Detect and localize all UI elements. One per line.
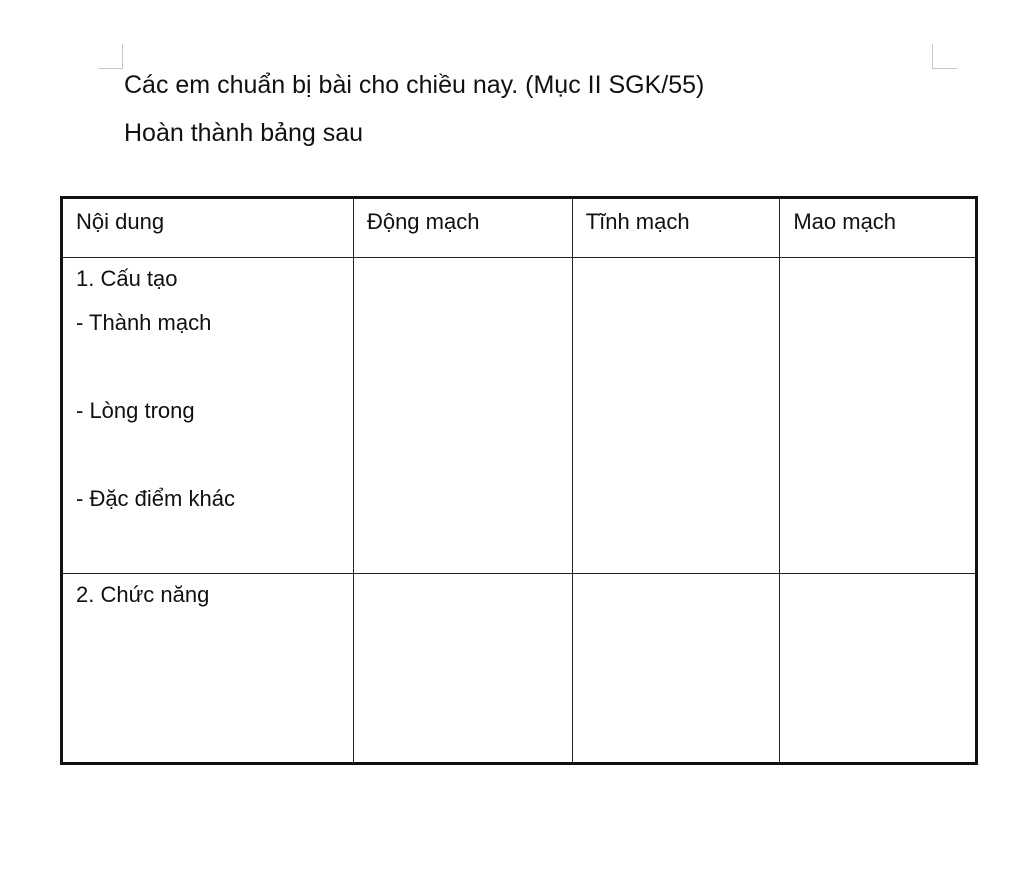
row-title: 1. Cấu tạo (76, 266, 178, 291)
task-text: Hoàn thành bảng sau (124, 119, 364, 147)
header-label: Mao mạch (793, 209, 897, 234)
instruction-text: Các em chuẩn bị bài cho chiều nay. (Mục II SGK/55) (124, 71, 705, 99)
row-label-cell (62, 258, 354, 574)
page-corner-mark-right (932, 44, 957, 69)
header-label: Động mạch (366, 209, 480, 234)
row-label-cell (62, 574, 354, 764)
empty-answer-cell (353, 258, 572, 574)
empty-answer-cell (780, 258, 977, 574)
page-corner-mark-left (98, 44, 123, 69)
header-cell-capillary (780, 198, 977, 258)
table-row-function (62, 574, 977, 764)
header-label: Nội dung (76, 209, 165, 234)
row-title: 2. Chức năng (76, 582, 210, 607)
empty-answer-cell (572, 574, 780, 764)
table-header-row (62, 198, 977, 258)
empty-answer-cell (353, 574, 572, 764)
row-subitem: - Lòng trong (76, 398, 195, 423)
empty-answer-cell (780, 574, 977, 764)
empty-answer-cell (572, 258, 780, 574)
table-row-structure (62, 258, 977, 574)
comparison-table (60, 196, 978, 765)
header-cell-content (62, 198, 354, 258)
row-subitem: - Thành mạch (76, 310, 212, 335)
row-subitem: - Đặc điểm khác (76, 486, 235, 511)
header-cell-vein (572, 198, 780, 258)
header-cell-artery (353, 198, 572, 258)
header-label: Tĩnh mạch (585, 209, 690, 234)
